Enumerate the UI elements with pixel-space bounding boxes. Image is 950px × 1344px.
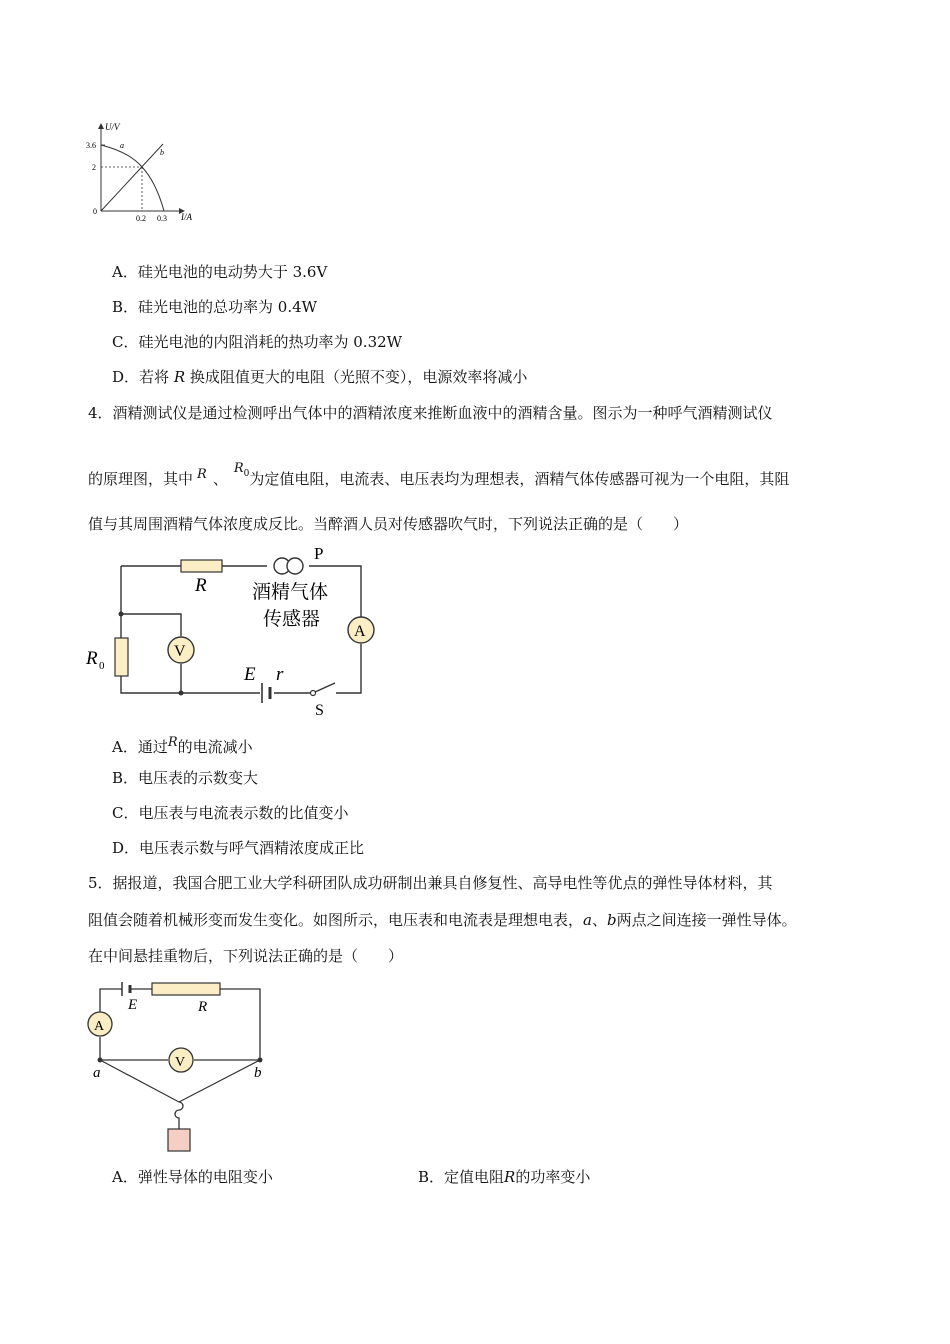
label-s: S [315,702,324,719]
q4-stem-line2: 的原理图，其中 R 、$R^0$为定值电阻，电流表、电压表均为理想表，酒精气体传感器可视为一个电阻，其阻 [88,461,790,488]
svg-text:0: 0 [99,660,105,672]
q3-option-d: D．若将 R 换成阻值更大的电阻（光照不变），电源效率将减小 [112,368,528,386]
voltmeter-label: V [175,1055,186,1070]
ammeter-label: A [94,1019,105,1034]
label-r-internal: r [276,664,284,685]
q4-circuit-diagram [84,540,384,720]
origin-label: 0 [93,207,97,216]
line-b-label: b [160,148,164,157]
label-r: R [195,575,207,596]
q5-stem-line3: 在中间悬挂重物后，下列说法正确的是（ ） [88,947,404,965]
q4-option-a: A．通过R的电流减小 [112,735,253,756]
u-i-graph [84,118,196,226]
x-tick-0.2: 0.2 [136,214,146,223]
label-a: a [93,1065,101,1081]
q4-option-b: B．电压表的示数变大 [112,769,259,787]
resistor-r0 [115,638,128,676]
q3-option-c: C．硅光电池的内阻消耗的热功率为 0.32W [112,333,403,351]
resistor-r [181,560,222,572]
switch-s [311,691,316,696]
q5-circuit-diagram [84,975,274,1155]
q4-stem-line1: 4．酒精测试仪是通过检测呼出气体中的酒精浓度来推断血液中的酒精含量。图示为一种呼气酒精测试仪 [88,404,773,422]
sensor-label-line1: 酒精气体 [252,582,329,603]
y-tick-3.6: 3.6 [86,141,96,150]
x-tick-0.3: 0.3 [157,214,167,223]
q3-option-b: B．硅光电池的总功率为 0.4W [112,298,318,316]
label-e: E [128,997,138,1013]
ammeter-label: A [354,623,366,640]
q4-stem-line3: 值与其周围酒精气体浓度成反比。当醉酒人员对传感器吹气时，下列说法正确的是（ ） [88,515,689,533]
label-r: R [198,999,208,1015]
curve-a-label: a [120,141,124,150]
resistor-r [152,983,220,995]
line-b [101,144,163,211]
y-axis-label: U/V [105,122,120,132]
q5-option-a: A．弹性导体的电阻变小 [112,1168,273,1186]
q5-stem-line1: 5．据报道，我国合肥工业大学科研团队成功研制出兼具自修复性、高导电性等优点的弹性导体材料，其 [88,874,773,892]
label-p: P [314,544,324,563]
x-axis-label: I/A [181,212,192,222]
label-e: E [244,664,256,685]
q3-option-a: A．硅光电池的电动势大于 3.6V [112,263,328,281]
q4-option-d: D．电压表示数与呼气酒精浓度成正比 [112,839,365,857]
q5-option-b: B．定值电阻R的功率变小 [418,1168,591,1186]
q4-option-c: C．电压表与电流表示数的比值变小 [112,804,349,822]
hanging-weight [168,1129,190,1151]
sensor-label-line2: 传感器 [263,609,321,630]
q5-stem-line2: 阻值会随着机械形变而发生变化。如图所示，电压表和电流表是理想电表，a、b两点之间连接一弹性导体。 [88,911,797,929]
label-b: b [254,1065,262,1081]
y-tick-2: 2 [92,163,96,172]
label-r0: R [86,648,98,669]
voltmeter-label: V [174,643,186,660]
hook [175,1102,183,1129]
